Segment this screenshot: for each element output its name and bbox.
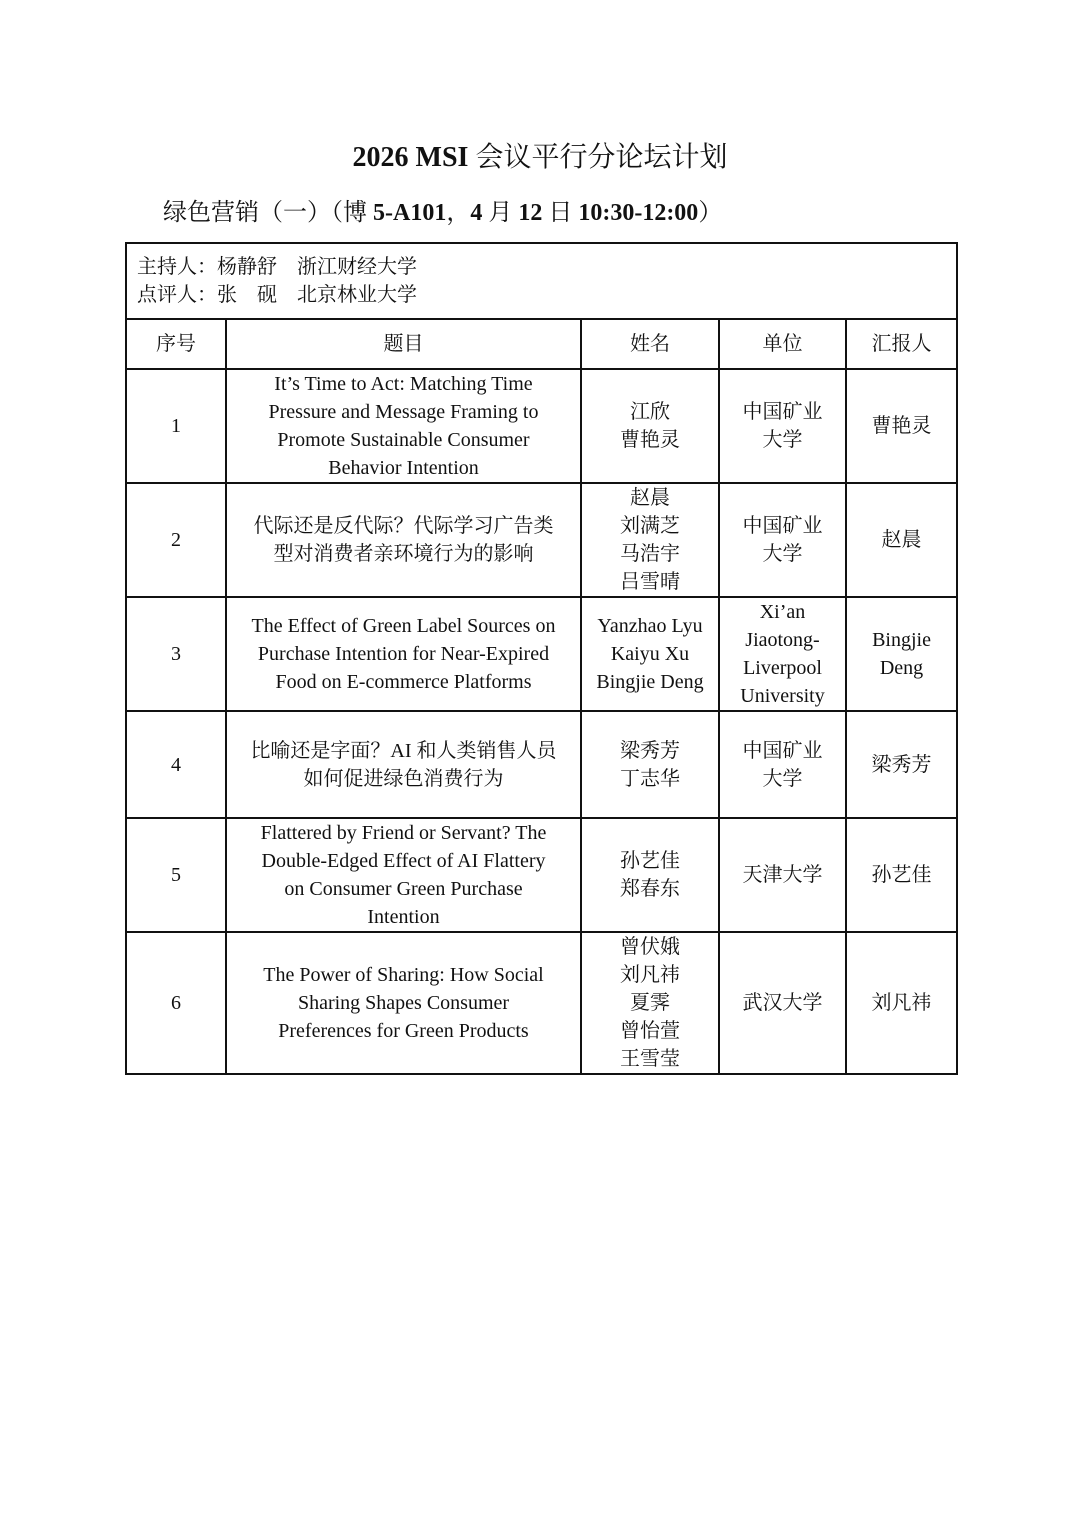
table-row: [126, 711, 957, 818]
topic-line: The Power of Sharing: How Social: [263, 964, 544, 986]
author-names: [581, 932, 719, 1074]
moderator-info-row: [126, 243, 957, 319]
topic-line: 型对消费者亲环境行为的影响: [273, 543, 534, 565]
table-header-row: [126, 319, 957, 369]
row-number: 5: [126, 818, 226, 932]
presenter-name: 刘凡祎: [871, 992, 932, 1014]
topic-line: Intention: [367, 906, 440, 928]
paper-topic: [226, 369, 581, 483]
topic-line: Flattered by Friend or Servant? The: [260, 822, 547, 844]
row-number: 3: [126, 597, 226, 711]
topic-line: on Consumer Green Purchase: [284, 878, 523, 900]
session-separator: ，: [446, 200, 471, 226]
paper-topic: [226, 483, 581, 597]
session-month: 4: [470, 200, 483, 226]
author-names: [581, 369, 719, 483]
affiliation-line: 中国矿业: [742, 739, 823, 762]
session-month-char: 月: [482, 200, 519, 226]
row-number: 4: [126, 711, 226, 818]
affiliation-line: 中国矿业: [742, 401, 823, 423]
header-presenter: 汇报人: [846, 319, 957, 369]
session-heading: [163, 195, 722, 231]
presenter: [846, 483, 957, 597]
title-number: 2026 MSI: [352, 142, 469, 173]
reviewer-line: 点评人：张 砚 北京林业大学: [137, 284, 417, 306]
author-name: 吕雪晴: [620, 571, 680, 593]
presenter: [846, 369, 957, 483]
topic-line: Purchase Intention for Near-Expired: [257, 643, 550, 665]
table-row: [126, 597, 957, 711]
topic-line: Sharing Shapes Consumer: [297, 992, 510, 1014]
author-name: 曾伏娥: [620, 936, 680, 958]
session-close: ）: [698, 200, 723, 226]
row-number: 1: [126, 369, 226, 483]
session-time: 10:30-12:00: [578, 200, 699, 226]
header-unit: 单位: [719, 319, 846, 369]
affiliation: [719, 597, 846, 711]
affiliation: [719, 932, 846, 1074]
author-name: 赵晨: [630, 487, 670, 509]
paper-topic: [226, 818, 581, 932]
affiliation-line: Xi’an: [759, 601, 806, 623]
author-name: 王雪莹: [620, 1048, 680, 1070]
affiliation-line: 中国矿业: [742, 515, 823, 537]
affiliation-line: Liverpool: [743, 657, 822, 679]
author-name: Kaiyu Xu: [610, 643, 690, 665]
presenter: [846, 818, 957, 932]
table-row: [126, 932, 957, 1074]
paper-topic: [226, 597, 581, 711]
author-names: [581, 483, 719, 597]
presenter-name: Deng: [879, 657, 924, 679]
document-title: [0, 138, 1080, 178]
author-name: 刘满芝: [620, 515, 680, 537]
affiliation: [719, 711, 846, 818]
table-row: [126, 483, 957, 597]
topic-line: The Effect of Green Label Sources on: [251, 615, 556, 637]
affiliation-line: University: [740, 685, 825, 707]
author-name: 曾怡萱: [620, 1020, 680, 1042]
header-no: 序号: [126, 319, 226, 369]
presenter-name: Bingjie: [872, 629, 931, 651]
topic-line: Preferences for Green Products: [278, 1020, 529, 1042]
topic-line: Behavior Intention: [328, 457, 479, 479]
host-line: 主持人：杨静舒 浙江财经大学: [137, 256, 417, 278]
author-name: Bingjie Deng: [596, 671, 704, 693]
header-names: 姓名: [581, 319, 719, 369]
author-names: [581, 818, 719, 932]
title-text: 会议平行分论坛计划: [468, 142, 728, 173]
author-name: 夏霁: [630, 992, 670, 1014]
topic-line: 代际还是反代际？代际学习广告类: [253, 515, 554, 537]
presenter-name: 梁秀芳: [871, 753, 932, 776]
header-topic: 题目: [226, 319, 581, 369]
author-name: Yanzhao Lyu: [597, 615, 703, 637]
session-name: 绿色营销（一）（博: [163, 200, 373, 226]
affiliation: [719, 818, 846, 932]
presenter: [846, 711, 957, 818]
author-name: 江欣: [630, 401, 670, 423]
session-room: 5-A101: [373, 200, 447, 226]
schedule-table: [125, 242, 958, 1075]
topic-line: Pressure and Message Framing to: [268, 401, 539, 423]
affiliation-line: Jiaotong-: [745, 629, 820, 651]
author-name: 孙艺佳: [620, 850, 680, 872]
presenter-name: 赵晨: [881, 529, 922, 551]
topic-line: 比喻还是字面？AI 和人类销售人员: [250, 739, 557, 762]
topic-line: 如何促进绿色消费行为: [303, 767, 504, 790]
row-number: 6: [126, 932, 226, 1074]
affiliation: [719, 369, 846, 483]
paper-topic: [226, 932, 581, 1074]
affiliation-line: 大学: [762, 543, 803, 565]
author-name: 刘凡祎: [620, 964, 680, 986]
author-name: 丁志华: [620, 767, 680, 790]
affiliation-line: 天津大学: [742, 864, 823, 886]
presenter: [846, 932, 957, 1074]
affiliation-line: 大学: [762, 429, 803, 451]
affiliation: [719, 483, 846, 597]
topic-line: Food on E-commerce Platforms: [275, 671, 532, 693]
row-number: 2: [126, 483, 226, 597]
author-name: 曹艳灵: [620, 429, 680, 451]
paper-topic: [226, 711, 581, 818]
author-name: 马浩宇: [620, 543, 680, 565]
topic-line: It’s Time to Act: Matching Time: [274, 373, 533, 395]
moderator-info-cell: [126, 243, 957, 319]
session-day-char: 日: [542, 200, 579, 226]
session-day: 12: [518, 200, 543, 226]
author-names: [581, 711, 719, 818]
presenter-name: 曹艳灵: [871, 415, 932, 437]
presenter: [846, 597, 957, 711]
affiliation-line: 大学: [762, 767, 803, 790]
topic-line: Promote Sustainable Consumer: [277, 429, 530, 451]
author-names: [581, 597, 719, 711]
topic-line: Double-Edged Effect of AI Flattery: [261, 850, 546, 872]
author-name: 梁秀芳: [620, 739, 680, 762]
affiliation-line: 武汉大学: [742, 992, 823, 1014]
table-row: [126, 369, 957, 483]
presenter-name: 孙艺佳: [871, 864, 932, 886]
table-row: [126, 818, 957, 932]
author-name: 郑春东: [620, 878, 680, 900]
